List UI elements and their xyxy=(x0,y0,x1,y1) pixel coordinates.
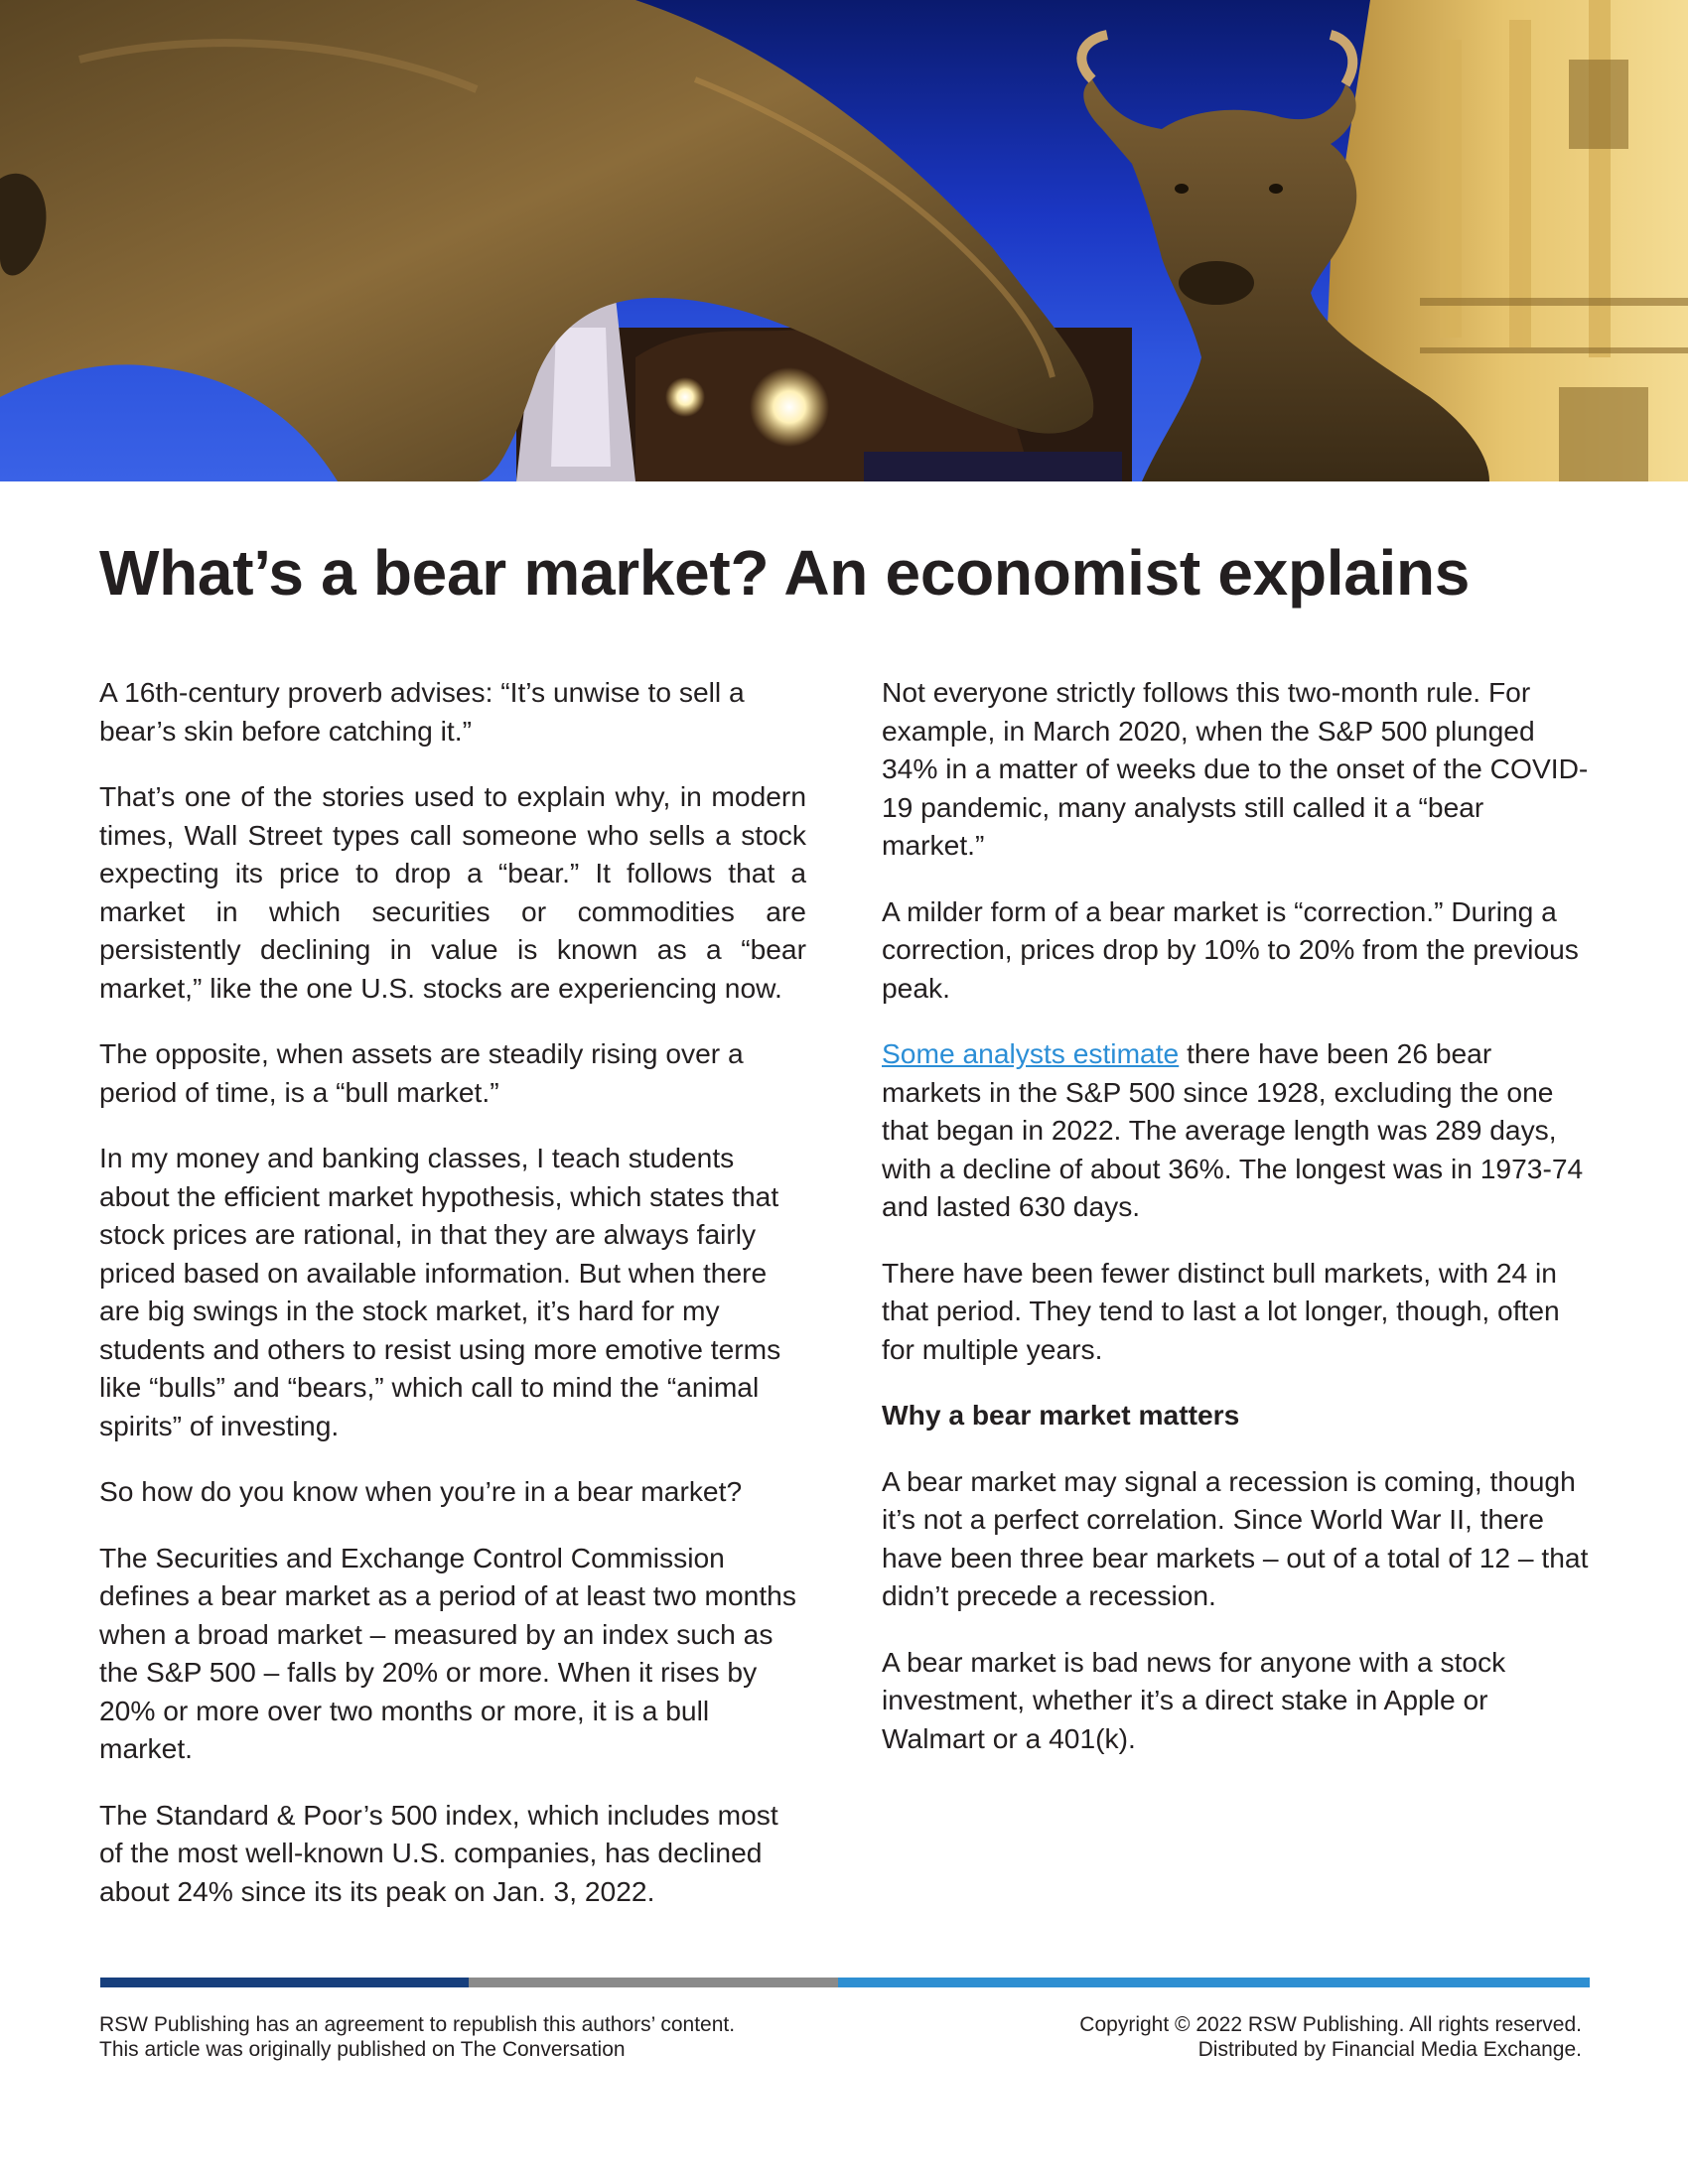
footer-divider-blue xyxy=(838,1978,1590,1987)
bull-and-bear-statues-illustration xyxy=(0,0,1688,481)
paragraph xyxy=(882,1034,1589,1226)
paragraph: A bear market is bad news for anyone with a stock investment, whether it’s a direct stake in Apple or Walmart or a 401(k). xyxy=(882,1645,1506,1754)
footer-line: Distributed by Financial Media Exchange. xyxy=(1197,2038,1582,2061)
paragraph: So how do you know when you’re in a bear market? xyxy=(99,1475,743,1507)
paragraph: The Securities and Exchange Control Commission defines a bear market as a period of at least two months when a broad market – measured by an index such as the S&P 500 – falls by 20% or more. When it rises by 20% or more over two months or more, it is a bull market. xyxy=(99,1541,796,1764)
paragraph-text: there have been 26 bear markets in the S&P 500 since 1928, excluding the one that began in 2022. The average length was 289 days, with a decline of about 36%. The longest was in 1973-74 and lasted 630 days. xyxy=(882,1037,1584,1222)
left-column xyxy=(99,673,806,1938)
footer-divider-navy xyxy=(100,1978,469,1987)
footer-publisher-note xyxy=(99,2012,735,2062)
paragraph: In my money and banking classes, I teach students about the efficient market hypothesis, which states that stock prices are rational, in that they are always fairly priced based on available information. But when there are big swings in the stock market, it’s hard for my students and others to resist using more emotive terms like “bulls” and “bears,” which call to mind the “animal spirits” of investing. xyxy=(99,1142,781,1441)
paragraph: A milder form of a bear market is “correction.” During a correction, prices drop by 10% to 20% from the previous peak. xyxy=(882,894,1579,1004)
paragraph: Not everyone strictly follows this two-month rule. For example, in March 2020, when the S&P 500 plunged 34% in a matter of weeks due to the onset of the COVID-19 pandemic, many analysts still called it a “bear market.” xyxy=(882,676,1589,861)
article-title: What’s a bear market? An economist explains xyxy=(99,537,1471,609)
footer-line: This article was originally published on The Conversation xyxy=(99,2038,626,2061)
paragraph: A bear market may signal a recession is coming, though it’s not a perfect correlation. Since World War II, there have been three bear markets – out of a total of 12 – that didn’t precede a recession. xyxy=(882,1464,1589,1611)
footer-line: RSW Publishing has an agreement to republish this authors’ content. xyxy=(99,2013,736,2036)
some-analysts-estimate-link[interactable]: Some analysts estimate xyxy=(882,1037,1180,1069)
paragraph: That’s one of the stories used to explain why, in modern times, Wall Street types call someone who sells a stock expecting its price to drop a “bear.” It follows that a market in which securities or commodities are persistently declining in value is known as a “bear market,” like the one U.S. stocks are experiencing now. xyxy=(99,780,806,1004)
section-heading: Why a bear market matters xyxy=(882,1399,1240,1431)
paragraph: The Standard & Poor’s 500 index, which includes most of the most well-known U.S. companies, has declined about 24% since its its peak on Jan. 3, 2022. xyxy=(99,1798,778,1907)
footer-divider-gray xyxy=(469,1978,838,1987)
footer-copyright xyxy=(1079,2012,1582,2062)
paragraph: There have been fewer distinct bull markets, with 24 in that period. They tend to last a lot longer, though, often for multiple years. xyxy=(882,1256,1560,1365)
footer-line: Copyright © 2022 RSW Publishing. All rights reserved. xyxy=(1079,2013,1582,2036)
paragraph: A 16th-century proverb advises: “It’s unwise to sell a bear’s skin before catching it.” xyxy=(99,676,745,747)
hero-image xyxy=(0,0,1688,481)
paragraph: The opposite, when assets are steadily rising over a period of time, is a “bull market.” xyxy=(99,1037,744,1108)
right-column xyxy=(882,673,1589,1785)
